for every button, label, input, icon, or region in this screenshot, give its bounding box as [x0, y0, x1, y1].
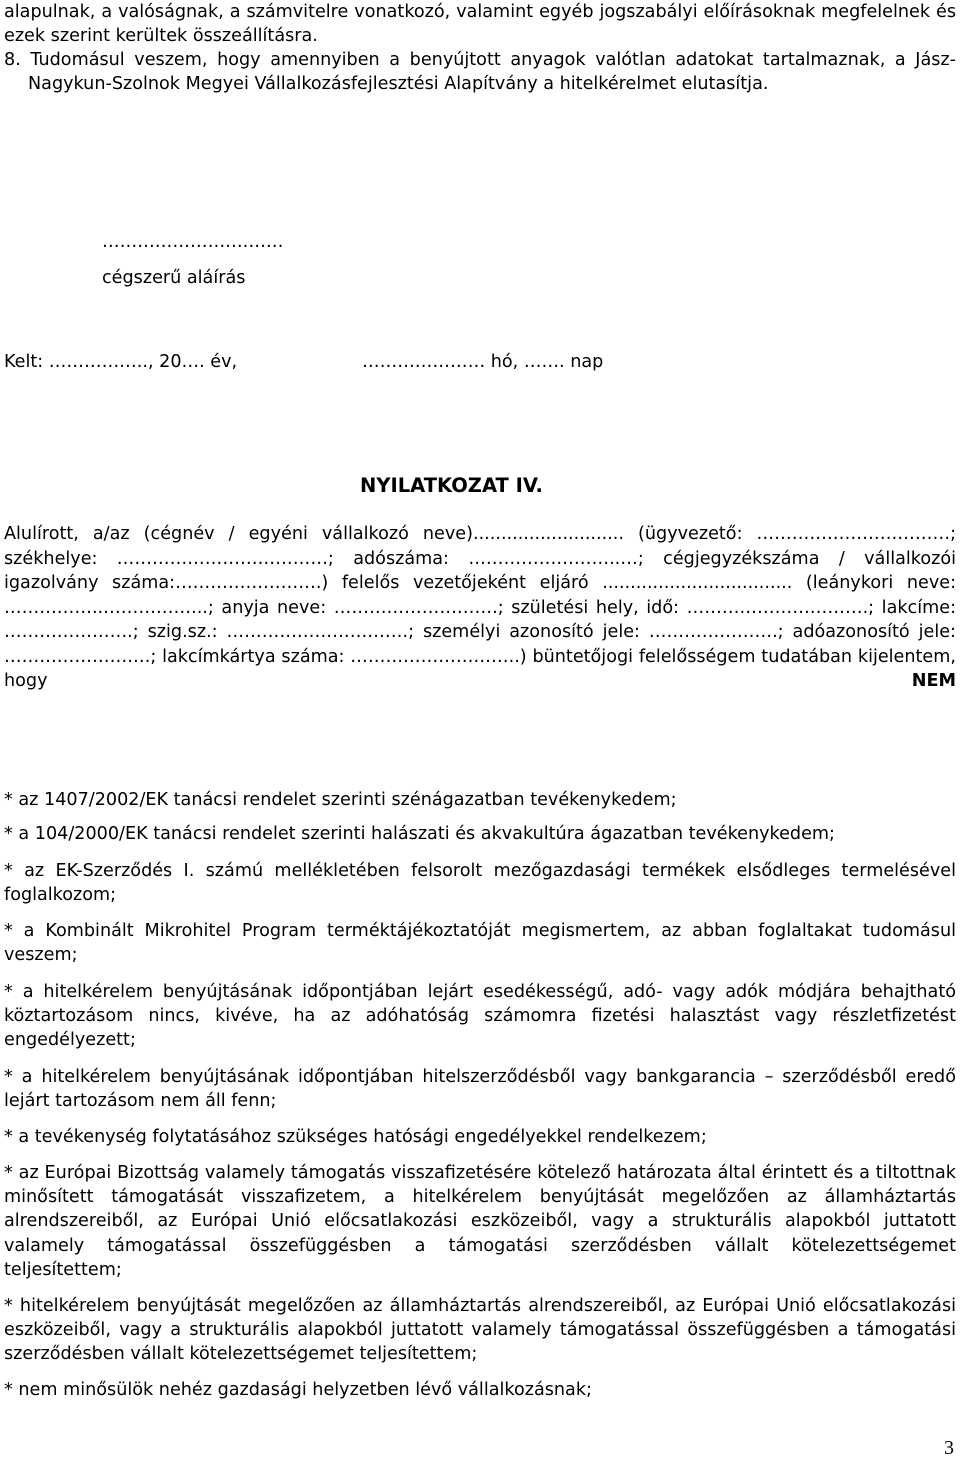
statement-2: * a 104/2000/EK tanácsi rendelet szerinti halászati és akvakultúra ágazatban tevékenykedem;: [4, 824, 835, 844]
statement-9: * hitelkérelem benyújtását megelőzően az államháztartás alrendszereiből, az Európai Unió előcsatlakozási eszközeiből, vagy a strukturális alapokból juttatott valamely támogatással összefüggésben a támogatási szerződésben vállalt kötelezettségemet teljesítettem;: [4, 1296, 956, 1365]
signature-line: …………………….……: [102, 232, 284, 252]
statement-8: * az Európai Bizottság valamely támogatás visszafizetésére kötelező határozata által érintett és a tiltottnak minősített támogatását visszafizetem, a hitelkérelem benyújtását megelőzően az államháztartás alrendszereiből, az Európai Unió előcsatlakozási eszközeiből, vagy a strukturális alapokból juttatott valamely támogatással összefüggésben a támogatási szerződésben vállalt kötelezettségemet teljesítettem;: [4, 1163, 956, 1280]
date-line-kelt: Kelt: …………….., 20…. év,: [4, 352, 238, 372]
declaration-title: NYILATKOZAT IV.: [360, 474, 543, 497]
page-number: 3: [944, 1437, 954, 1459]
declaration-emphasis: NEM: [911, 671, 956, 691]
statement-1: * az 1407/2002/EK tanácsi rendelet szerinti szénágazatban tevékenykedem;: [4, 790, 677, 810]
list-item-8: [4, 48, 956, 96]
declaration-paragraph: [4, 522, 956, 744]
list-item-number: 8.: [4, 50, 21, 70]
continued-paragraph: alapulnak, a valóságnak, a számvitelre vonatkozó, valamint egyéb jogszabályi előírásoknak megfelelnek és ezek szerint kerültek összeállításra.: [4, 2, 956, 47]
list-item-text: Tudomásul veszem, hogy amennyiben a benyújtott anyagok valótlan adatokat tartalmaznak, a Jász-Nagykun-Szolnok Megyei Vállalkozásfejlesztési Alapítvány a hitelkérelmet elutasítja.: [28, 50, 956, 95]
statement-10: * nem minősülök nehéz gazdasági helyzetben lévő vállalkozásnak;: [4, 1380, 592, 1400]
statement-5: * a hitelkérelem benyújtásának időpontjában lejárt esedékességű, adó- vagy adók módjára behajtható köztartozásom nincs, kivéve, ha az adóhatóság számomra fizetési halasztást vagy részletfizetést engedélyezett;: [4, 982, 956, 1051]
statement-6: * a hitelkérelem benyújtásának időpontjában hitelszerződésből vagy bankgarancia – szerződésből eredő lejárt tartozásom nem áll fenn;: [4, 1067, 956, 1112]
statement-4: * a Kombinált Mikrohitel Program terméktájékoztatóját megismertem, az abban foglaltakat tudomásul veszem;: [4, 921, 956, 966]
signature-label: cégszerű aláírás: [102, 268, 246, 288]
date-line-month-day: ………………… hó, ……. nap: [362, 352, 604, 372]
statement-3: * az EK-Szerződés I. számú mellékletében felsorolt mezőgazdasági termékek elsődleges termelésével foglalkozom;: [4, 861, 956, 906]
declaration-text: Alulírott, a/az (cégnév / egyéni vállalkozó neve)........................... (ügyvezető: ……………………………; székhelye: ………………………………; adószáma: ……………………..…; cégjegyzékszáma / vállalkozói igazolvány száma:…………………….) felelős vezetőjeként eljáró .................................. (leánykori neve: ……………..……………...; anyja neve: ……………………….; születési hely, idő: ………………………….; lakcíme: ………………….; szig.sz.: ………………………….; személyi azonosító jele: ………………….; adóazonosító jele: …………………….; lakcímkártya száma: ………………………..) büntetőjogi felelősségem tudatában kijelentem, hogy: [4, 524, 956, 691]
statement-7: * a tevékenység folytatásához szükséges hatósági engedélyekkel rendelkezem;: [4, 1127, 707, 1147]
